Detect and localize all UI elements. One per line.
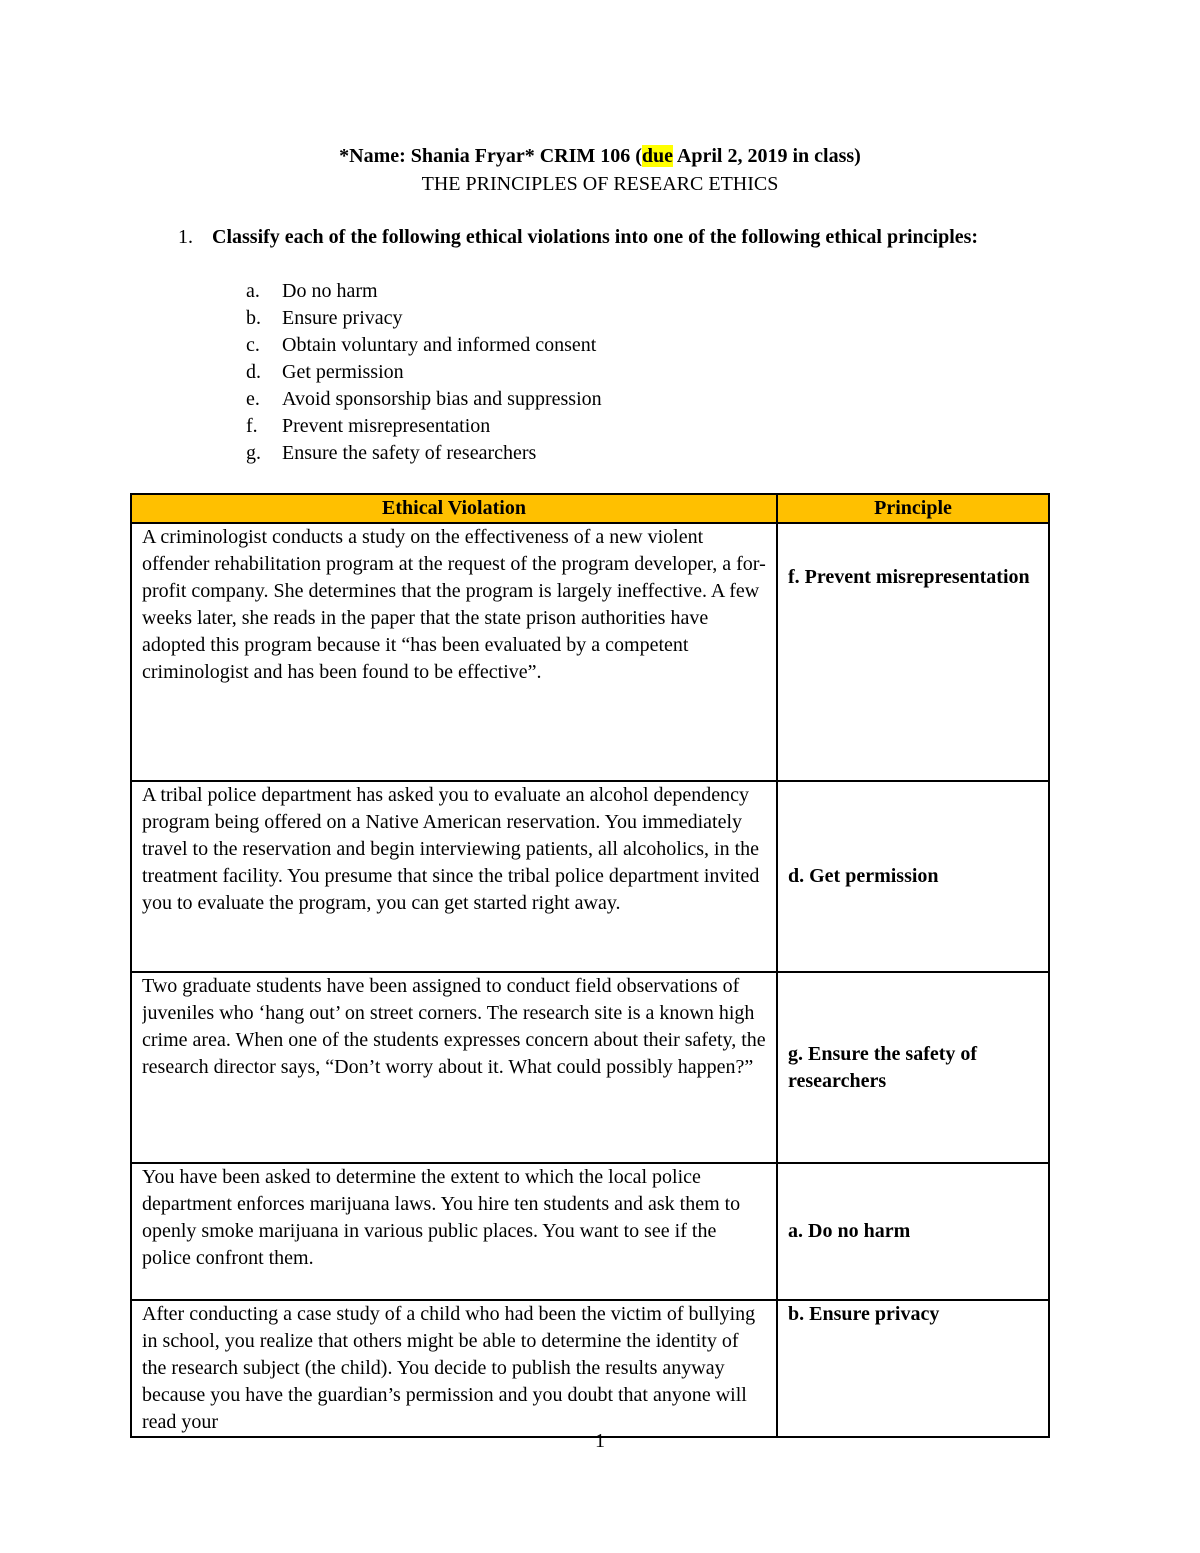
option-item <box>246 386 602 413</box>
option-text: Do no harm <box>282 280 378 302</box>
table-row <box>131 781 1049 972</box>
option-letter: g. <box>246 442 261 464</box>
violation-text: A tribal police department has asked you to evaluate an alcohol dependency program being offered on a Native American reservation. You immediately travel to the reservation and begin interviewing patients, all alcoholics, in the treatment facility. You presume that since the tribal police department invited you to evaluate the program, you can get started right away. <box>142 784 760 914</box>
option-letter: e. <box>246 388 260 410</box>
option-letter: a. <box>246 280 260 302</box>
option-text: Get permission <box>282 361 404 383</box>
option-item <box>246 305 602 332</box>
principle-text: a. Do no harm <box>788 1220 911 1242</box>
header-principle: Principle <box>777 494 1049 523</box>
option-item <box>246 278 602 305</box>
option-letter: d. <box>246 361 261 383</box>
principle-cell <box>777 523 1049 781</box>
principle-text: d. Get permission <box>788 865 939 887</box>
violation-cell <box>131 781 777 972</box>
option-letter: b. <box>246 307 261 329</box>
option-letter: c. <box>246 334 260 356</box>
option-text: Ensure the safety of researchers <box>282 442 537 464</box>
principle-text: g. Ensure the safety of researchers <box>788 1042 978 1092</box>
table-header-row <box>131 494 1049 523</box>
principle-text: b. Ensure privacy <box>788 1303 940 1325</box>
header-name-prefix: *Name: Shania Fryar* CRIM 106 ( <box>339 145 642 167</box>
option-text: Obtain voluntary and informed consent <box>282 334 597 356</box>
violation-cell <box>131 1163 777 1300</box>
table-row <box>131 972 1049 1163</box>
principle-text: f. Prevent misrepresentation <box>788 566 1030 588</box>
student-header <box>0 142 1200 170</box>
header-ethical-violation: Ethical Violation <box>131 494 777 523</box>
principle-cell <box>777 1163 1049 1300</box>
principle-cell <box>777 972 1049 1163</box>
violation-text: Two graduate students have been assigned to conduct field observations of juveniles who ‘hang out’ on street corners. The research site is a known high crime area. When one of the students expresses concern about their safety, the research director says, “Don’t worry about it. What could possibly happen?” <box>142 975 766 1078</box>
due-highlight: due <box>641 145 674 167</box>
question-text: Classify each of the following ethical violations into one of the following ethical principles: <box>212 226 979 248</box>
violation-text: After conducting a case study of a child who had been the victim of bullying in school, you realize that others might be able to determine the identity of the research subject (the child). You decide to publish the results anyway because you have the guardian’s permission and you doubt that anyone will read your <box>142 1303 756 1433</box>
table-row <box>131 1163 1049 1300</box>
option-text: Prevent misrepresentation <box>282 415 491 437</box>
ethics-table <box>130 493 1050 1438</box>
page-number: 1 <box>595 1430 605 1452</box>
option-text: Avoid sponsorship bias and suppression <box>282 388 602 410</box>
violation-text: A criminologist conducts a study on the effectiveness of a new violent offender rehabilitation program at the request of the program developer, a for-profit company. She determines that the program is largely ineffective. A few weeks later, she reads in the paper that the state prison authorities have adopted this program because it “has been evaluated by a competent criminologist and has been found to be effective”. <box>142 526 766 683</box>
violation-cell <box>131 523 777 781</box>
violation-cell <box>131 1300 777 1437</box>
option-item <box>246 440 602 467</box>
table-row <box>131 523 1049 781</box>
option-item <box>246 413 602 440</box>
question-number: 1. <box>178 226 193 248</box>
table-row <box>131 1300 1049 1437</box>
principle-options-list <box>246 278 602 467</box>
violation-text: You have been asked to determine the extent to which the local police department enforces marijuana laws. You hire ten students and ask them to openly smoke marijuana in various public places. You want to see if the police confront them. <box>142 1166 741 1269</box>
principle-cell <box>777 1300 1049 1437</box>
option-letter: f. <box>246 415 258 437</box>
option-item <box>246 359 602 386</box>
header-name-suffix: April 2, 2019 in class) <box>673 145 861 167</box>
option-item <box>246 332 602 359</box>
page-title: THE PRINCIPLES OF RESEARC ETHICS <box>421 173 779 195</box>
violation-cell <box>131 972 777 1163</box>
option-text: Ensure privacy <box>282 307 403 329</box>
principle-cell <box>777 781 1049 972</box>
